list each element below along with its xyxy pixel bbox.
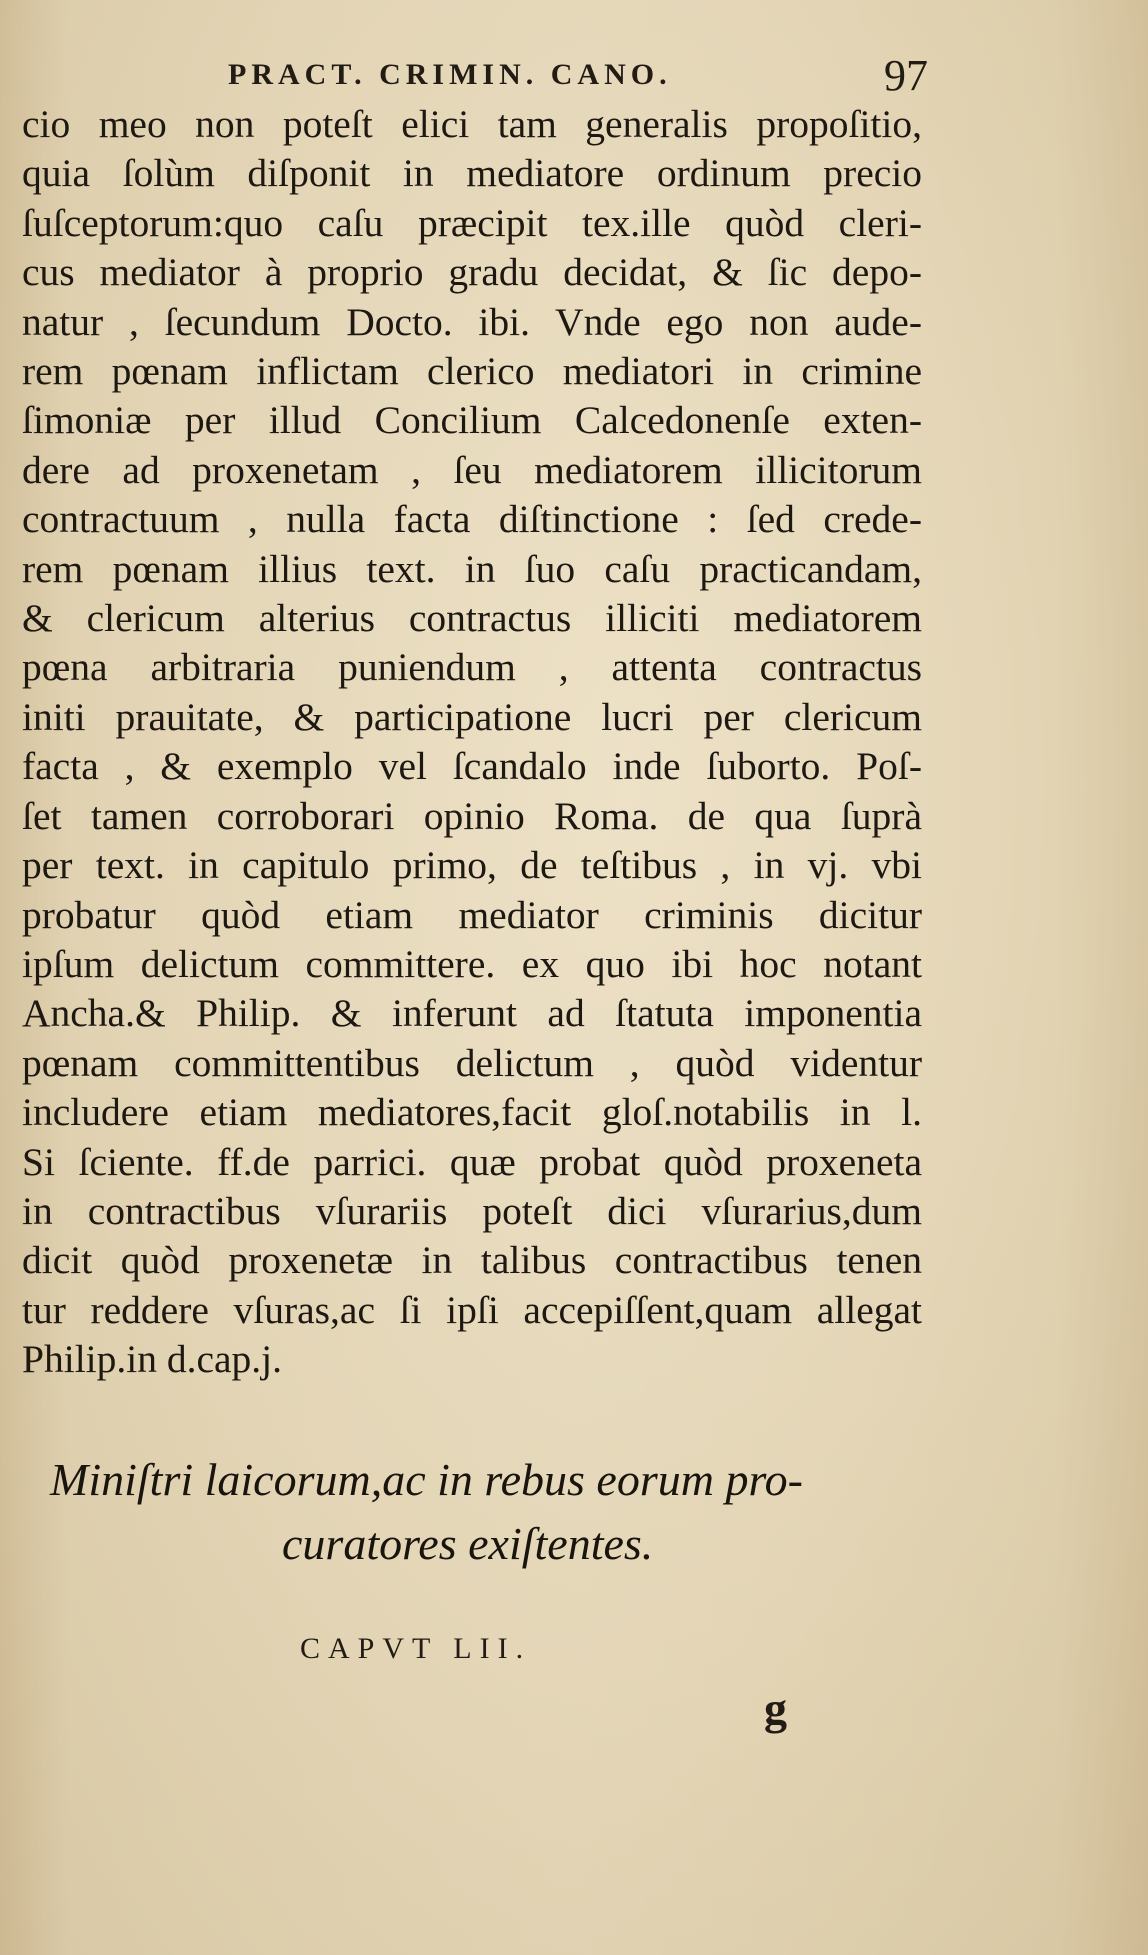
running-title: PRACT. CRIMIN. CANO. — [228, 58, 672, 91]
text-line: rem pœnam inflictam clerico mediatori in crimine — [22, 349, 922, 394]
text-line: ſet tamen corroborari opinio Roma. de qua ſuprà — [22, 793, 922, 838]
body-text — [22, 100, 922, 1385]
running-head — [0, 50, 1148, 100]
text-line: cio meo non poteſt elici tam generalis propoſitio, — [22, 102, 922, 146]
text-line: probatur quòd etiam mediator criminis dicitur — [22, 892, 922, 937]
text-line: ſimoniæ per illud Concilium Calcedonenſe exten- — [22, 398, 922, 443]
text-line: pœna arbitraria puniendum , attenta contractus — [22, 645, 922, 690]
text-line: cus mediator à proprio gradu decidat, & ſic depo- — [22, 250, 922, 295]
text-line: ſuſceptorum:quo caſu præcipit tex.ille quòd cleri- — [22, 200, 922, 245]
text-line: dere ad proxenetam , ſeu mediatorem illicitorum — [22, 447, 922, 492]
text-line: quia ſolùm diſponit in mediatore ordinum precio — [22, 151, 922, 196]
text-line: tur reddere vſuras,ac ſi ipſi accepiſſent,quam allegat — [22, 1287, 922, 1332]
section-heading-line: Miniſtri laicorum,ac in rebus eorum pro- — [50, 1454, 803, 1505]
text-line: ipſum delictum committere. ex quo ibi hoc notant — [22, 941, 922, 986]
text-line: natur , ſecundum Docto. ibi. Vnde ego non aude- — [22, 299, 922, 344]
text-line: Ancha.& Philip. & inferunt ad ſtatuta imponentia — [22, 991, 922, 1036]
chapter-heading: CAPVT LII. — [300, 1632, 532, 1665]
section-heading-line: curatores exiſtentes. — [282, 1518, 654, 1569]
text-line: rem pœnam illius text. in ſuo caſu practicandam, — [22, 546, 922, 591]
text-line: in contractibus vſurariis poteſt dici vſurarius,dum — [22, 1188, 922, 1233]
page-number: 97 — [884, 51, 928, 100]
text-line: Philip.in d.cap.j. — [22, 1337, 283, 1382]
text-line: facta , & exemplo vel ſcandalo inde ſuborto. Poſ- — [22, 744, 922, 789]
signature-mark: g — [764, 1683, 787, 1734]
text-line: initi prauitate, & participatione lucri per clericum — [22, 694, 922, 739]
text-line: includere etiam mediatores,facit gloſ.notabilis in l. — [22, 1090, 922, 1135]
text-line: contractuum , nulla facta diſtinctione : ſed crede- — [22, 497, 922, 542]
text-line: per text. in capitulo primo, de teſtibus , in vj. vbi — [22, 843, 922, 888]
text-line: & clericum alterius contractus illiciti mediatorem — [22, 596, 922, 641]
text-line: pœnam committentibus delictum , quòd videntur — [22, 1040, 922, 1085]
text-line: dicit quòd proxenetæ in talibus contractibus tenen — [22, 1238, 922, 1283]
text-line: Si ſciente. ff.de parrici. quæ probat quòd proxeneta — [22, 1139, 922, 1184]
